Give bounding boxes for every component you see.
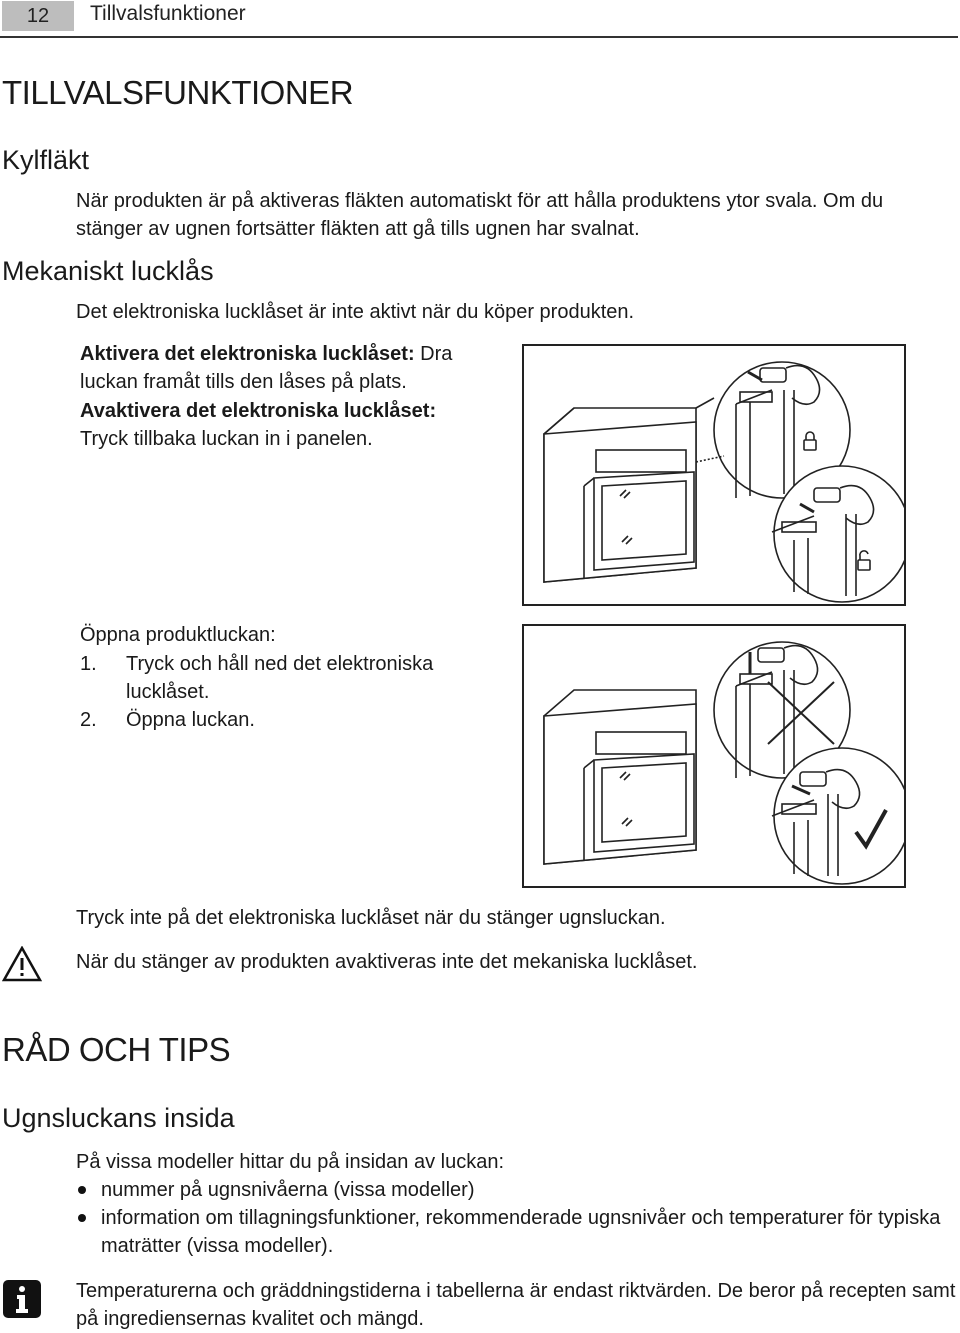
- warning-text-2: När du stänger av produkten avaktiveras inte det mekaniska lucklåset.: [76, 951, 698, 973]
- deactivate-label: Avaktivera det elektroniska lucklåset:: [80, 400, 437, 422]
- list-item: information om tillagningsfunktioner, rekommenderade ugnsnivåer och temperaturer för typiska maträtter (vissa modeller).: [76, 1204, 956, 1260]
- list-item: nummer på ugnsnivåerna (vissa modeller): [76, 1176, 956, 1204]
- info-icon: [2, 1279, 42, 1323]
- subsection-title-lucklas: Mekaniskt lucklås: [2, 256, 214, 286]
- subsection-title-ugnslucka: Ugnsluckans insida: [2, 1103, 235, 1133]
- figure-lock-activate: [522, 344, 906, 606]
- step-item: [80, 706, 500, 734]
- page-number: 12: [2, 1, 74, 31]
- step-text: Tryck och håll ned det elektroniska lucklåset.: [126, 653, 434, 703]
- figure-open-door: [522, 624, 906, 888]
- lock-intro: Det elektroniska lucklåset är inte aktivt när du köper produkten.: [76, 301, 635, 323]
- open-door-steps: [80, 650, 500, 734]
- section-title-tillval: TILLVALSFUNKTIONER: [2, 74, 354, 111]
- open-door-title: Öppna produktluckan:: [80, 624, 276, 646]
- oven-lock-illustration: [524, 346, 904, 604]
- activate-text: Dra luckan framåt tills den låses på plats.: [80, 343, 453, 393]
- warning-text-1: Tryck inte på det elektroniska lucklåset när du stänger ugnsluckan.: [76, 907, 666, 929]
- step-text: Öppna luckan.: [126, 709, 255, 731]
- step-number: 2.: [80, 709, 97, 731]
- step-number: 1.: [80, 653, 97, 675]
- section-title-rad: RÅD OCH TIPS: [2, 1031, 231, 1068]
- activate-label: Aktivera det elektroniska lucklåset:: [80, 343, 415, 365]
- kylflakt-text: När produkten är på aktiveras fläkten automatiskt för att hålla produktens ytor svala. Om du stänger av ugnen fortsätter fläkten att gå tills ugnen har svalnat.: [76, 190, 884, 240]
- door-intro: På vissa modeller hittar du på insidan av luckan:: [76, 1151, 505, 1173]
- warning-triangle-icon: [2, 946, 42, 986]
- header-section-title: Tillvalsfunktioner: [90, 2, 246, 25]
- oven-open-illustration: [524, 626, 904, 886]
- info-text: Temperaturerna och gräddningstiderna i tabellerna är endast riktvärden. De beror på recepten samt på ingrediensernas kvalitet och mängd.: [76, 1280, 956, 1330]
- subsection-title-kylflakt: Kylfläkt: [2, 145, 90, 175]
- page-header: [0, 0, 960, 36]
- deactivate-paragraph: [80, 397, 505, 453]
- step-item: [80, 650, 500, 706]
- deactivate-text: Tryck tillbaka luckan in i panelen.: [80, 428, 373, 450]
- door-info-list: [76, 1176, 956, 1260]
- header-divider: [0, 36, 958, 38]
- activate-paragraph: [80, 340, 505, 396]
